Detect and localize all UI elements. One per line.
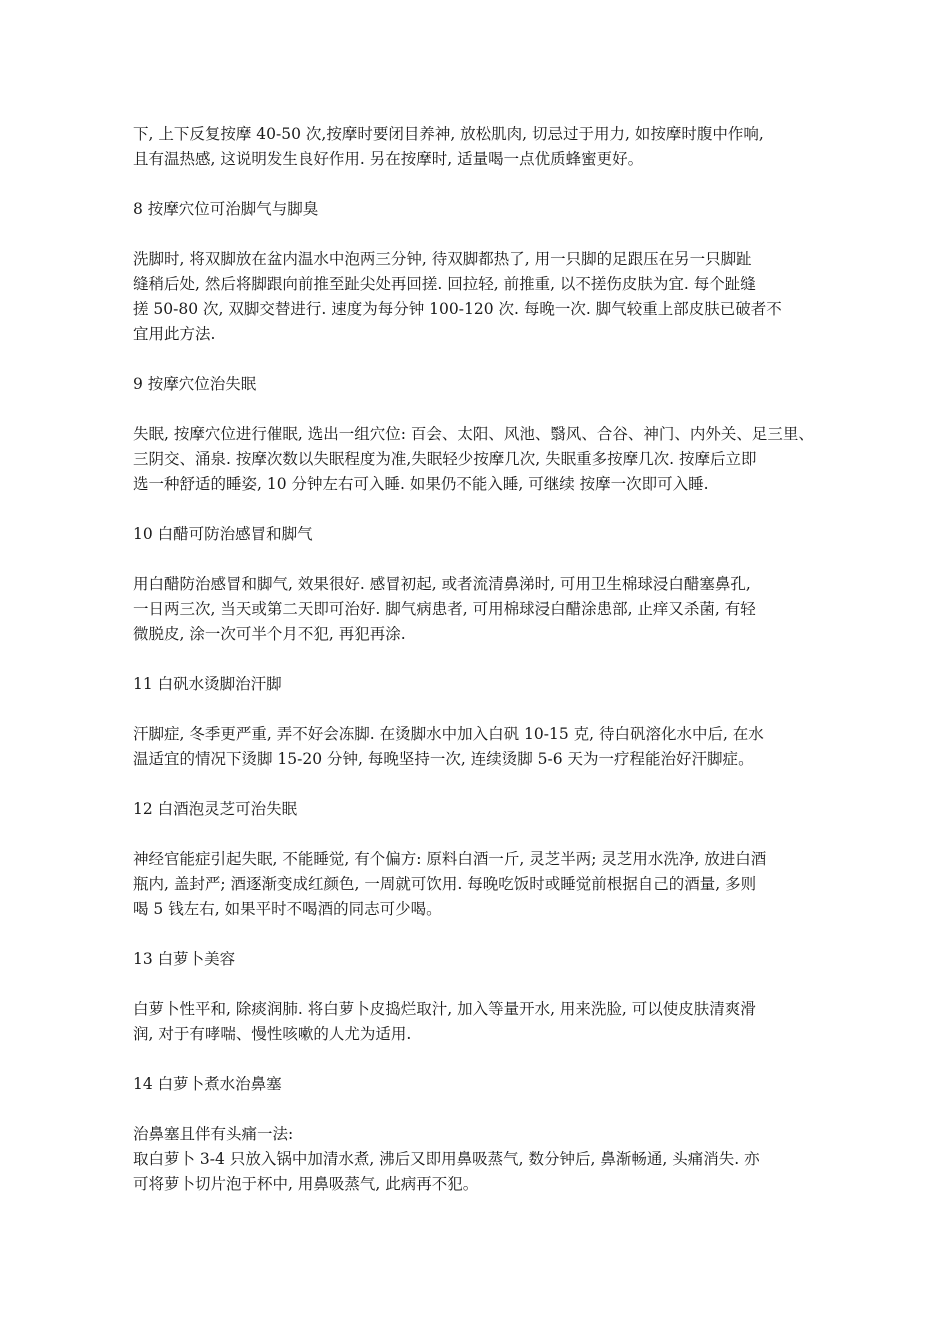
text-line: 瓶内, 盖封严; 酒逐渐变成红颜色, 一周就可饮用. 每晚吃饭时或睡觉前根据自己的酒量, 多则 (133, 875, 757, 893)
paragraph-section-14 (133, 1147, 823, 1197)
paragraph-section-10 (133, 572, 823, 647)
text-line: 微脱皮, 涂一次可半个月不犯, 再犯再涂. (133, 625, 406, 643)
section-heading-11: 11 白矾水烫脚治汗脚 (133, 675, 282, 693)
section-heading-14: 14 白萝卜煮水治鼻塞 (133, 1075, 282, 1093)
text-line: 白萝卜性平和, 除痰润肺. 将白萝卜皮捣烂取汁, 加入等量开水, 用来洗脸, 可以使皮肤清爽滑 (133, 1000, 756, 1018)
section-heading-10: 10 白醋可防治感冒和脚气 (133, 525, 313, 543)
text-line: 润, 对于有哮喘、慢性咳嗽的人尤为适用. (133, 1025, 412, 1043)
text-line: 洗脚时, 将双脚放在盆内温水中泡两三分钟, 待双脚都热了, 用一只脚的足跟压在另一只脚趾 (133, 250, 752, 268)
section-heading-9: 9 按摩穴位治失眠 (133, 375, 257, 393)
text-line: 取白萝卜 3-4 只放入锅中加清水煮, 沸后又即用鼻吸蒸气, 数分钟后, 鼻渐畅通, 头痛消失. 亦 (133, 1150, 760, 1168)
text-line: 失眠, 按摩穴位进行催眠, 选出一组穴位: 百会、太阳、风池、翳风、合谷、神门、内外关、足三里、 (133, 425, 814, 443)
text-line: 缝稍后处, 然后将脚跟向前推至趾尖处再回搓. 回拉轻, 前推重, 以不搓伤皮肤为宜. 每个趾缝 (133, 275, 756, 293)
text-line: 喝 5 钱左右, 如果平时不喝酒的同志可少喝。 (133, 900, 442, 918)
paragraph-massage-continued (133, 122, 823, 172)
text-line: 选一种舒适的睡姿, 10 分钟左右可入睡. 如果仍不能入睡, 可继续 按摩一次即可入睡. (133, 475, 709, 493)
text-line: 一日两三次, 当天或第二天即可治好. 脚气病患者, 可用棉球浸白醋涂患部, 止痒又杀菌, 有轻 (133, 600, 756, 618)
text-line: 汗脚症, 冬季更严重, 弄不好会冻脚. 在烫脚水中加入白矾 10-15 克, 待白矾溶化水中后, 在水 (133, 725, 764, 743)
paragraph-section-11 (133, 722, 823, 772)
text-line: 用白醋防治感冒和脚气, 效果很好. 感冒初起, 或者流清鼻涕时, 可用卫生棉球浸白醋塞鼻孔, (133, 575, 751, 593)
text-line: 治鼻塞且伴有头痛一法: (133, 1125, 294, 1143)
text-line: 神经官能症引起失眠, 不能睡觉, 有个偏方: 原料白酒一斤, 灵芝半两; 灵芝用水洗净, 放进白酒 (133, 850, 767, 868)
text-line: 下, 上下反复按摩 40-50 次,按摩时要闭目养神, 放松肌肉, 切忌过于用力, 如按摩时腹中作响, (133, 125, 764, 143)
paragraph-section-8 (133, 247, 823, 347)
text-line: 可将萝卜切片泡于杯中, 用鼻吸蒸气, 此病再不犯。 (133, 1175, 479, 1193)
paragraph-section-14-intro (133, 1122, 823, 1147)
text-line: 搓 50-80 次, 双脚交替进行. 速度为每分钟 100-120 次. 每晚一次. 脚气较重上部皮肤已破者不 (133, 300, 782, 318)
section-heading-13: 13 白萝卜美容 (133, 950, 236, 968)
paragraph-section-13 (133, 997, 823, 1047)
section-heading-12: 12 白酒泡灵芝可治失眠 (133, 800, 298, 818)
text-line: 温适宜的情况下烫脚 15-20 分钟, 每晚坚持一次, 连续烫脚 5-6 天为一疗程能治好汗脚症。 (133, 750, 754, 768)
paragraph-section-12 (133, 847, 823, 922)
document-body (133, 122, 823, 1222)
paragraph-section-9 (133, 422, 823, 497)
section-heading-8: 8 按摩穴位可治脚气与脚臭 (133, 200, 319, 218)
text-line: 三阴交、涌泉. 按摩次数以失眠程度为准,失眠轻少按摩几次, 失眠重多按摩几次. 按摩后立即 (133, 450, 757, 468)
text-line: 宜用此方法. (133, 325, 216, 343)
text-line: 且有温热感, 这说明发生良好作用. 另在按摩时, 适量喝一点优质蜂蜜更好。 (133, 150, 644, 168)
